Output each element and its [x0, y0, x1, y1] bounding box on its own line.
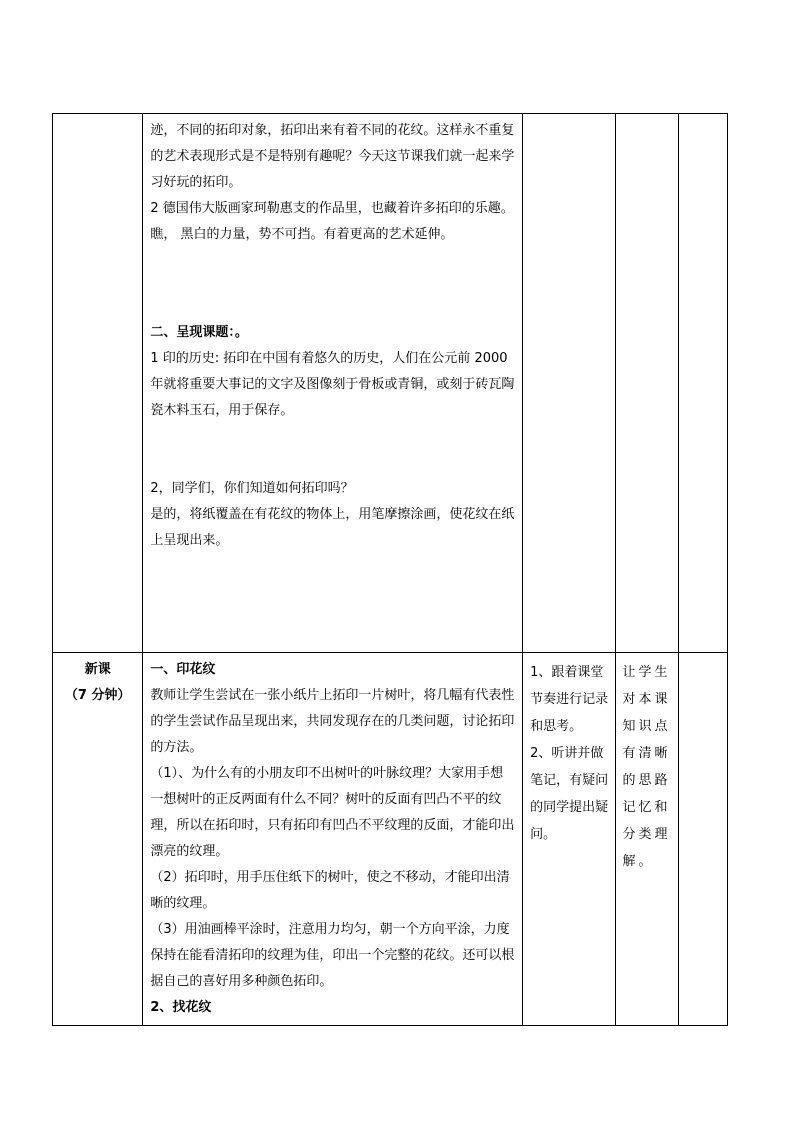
- content-cell: [143, 653, 523, 1026]
- student-activity-cell: [523, 653, 616, 1026]
- content-paragraph: （2）拓印时，用手压住纸下的树叶，使之不移动，才能印出清晰的纹理。: [150, 870, 510, 911]
- student-activity-item: 1、跟着课堂节奏进行记录和思考。: [530, 665, 609, 734]
- notes-cell-empty: [678, 114, 727, 653]
- table-row-new-lesson: [53, 653, 728, 1026]
- lesson-plan-table: [52, 113, 728, 1026]
- design-intent-text: 让学生对本课知识点有清晰的思路记忆和分类理解。: [622, 665, 671, 869]
- student-activity-cell-empty: [523, 114, 616, 653]
- section-2-title: 2、找花纹: [150, 1000, 212, 1015]
- section-1-title: 一、印花纹: [150, 662, 216, 677]
- answer-paragraph: 是的，将纸覆盖在有花纹的物体上，用笔摩擦涂画，使花纹在纸上呈现出来。: [150, 507, 515, 548]
- design-intent-cell: [616, 653, 678, 1026]
- table-row-intro-continued: [53, 114, 728, 653]
- notes-cell-empty: [678, 653, 727, 1026]
- content-paragraph: （3）用油画棒平涂时，注意用力均匀，朝一个方向平涂，力度保持在能看清拓印的纹理为佳，印出一个完整的花纹。还可以根据自己的喜好用多种颜色拓印。: [150, 922, 515, 989]
- stage-cell: [53, 653, 143, 1026]
- history-paragraph: 1 印的历史: 拓印在中国有着悠久的历史，人们在公元前 2000 年就将重要大事记的文字及图像刻于骨板或青铜，或刻于砖瓦陶瓷木料玉石，用于保存。: [150, 351, 515, 418]
- stage-duration: （7 分钟）: [64, 688, 131, 703]
- question-paragraph: 2，同学们，你们知道如何拓印吗？: [150, 481, 354, 496]
- intro-paragraph: 迹，不同的拓印对象，拓印出来有着不同的花纹。这样永不重复的艺术表现形式是不是特别有趣呢？今天这节课我们就一起来学习好玩的拓印。: [150, 123, 515, 190]
- stage-cell-empty: [53, 114, 143, 653]
- content-paragraph: （1）、为什么有的小朋友印不出树叶的叶脉纹理？大家用手想一想树叶的正反两面有什么不同？树叶的反面有凹凸不平的纹理，所以在拓印时，只有拓印有凹凸不平纹理的反面，才能印出漂亮的纹理。: [150, 766, 515, 859]
- stage-label: 新课: [84, 662, 111, 677]
- section-title: 二、呈现课题：。: [150, 325, 248, 340]
- content-paragraph: 教师让学生尝试在一张小纸片上拓印一片树叶，将几幅有代表性的学生尝试作品呈现出来，共同发现存在的几类问题，讨论拓印的方法。: [150, 688, 515, 755]
- artist-paragraph: 2 德国伟大版画家珂勒惠支的作品里，也藏着许多拓印的乐趣。瞧， 黑白的力量，势不可挡。有着更高的艺术延伸。: [150, 201, 514, 242]
- student-activity-item: 2、听讲并做笔记，有疑问的同学提出疑问。: [530, 746, 609, 842]
- design-intent-cell-empty: [616, 114, 678, 653]
- content-cell: [143, 114, 523, 653]
